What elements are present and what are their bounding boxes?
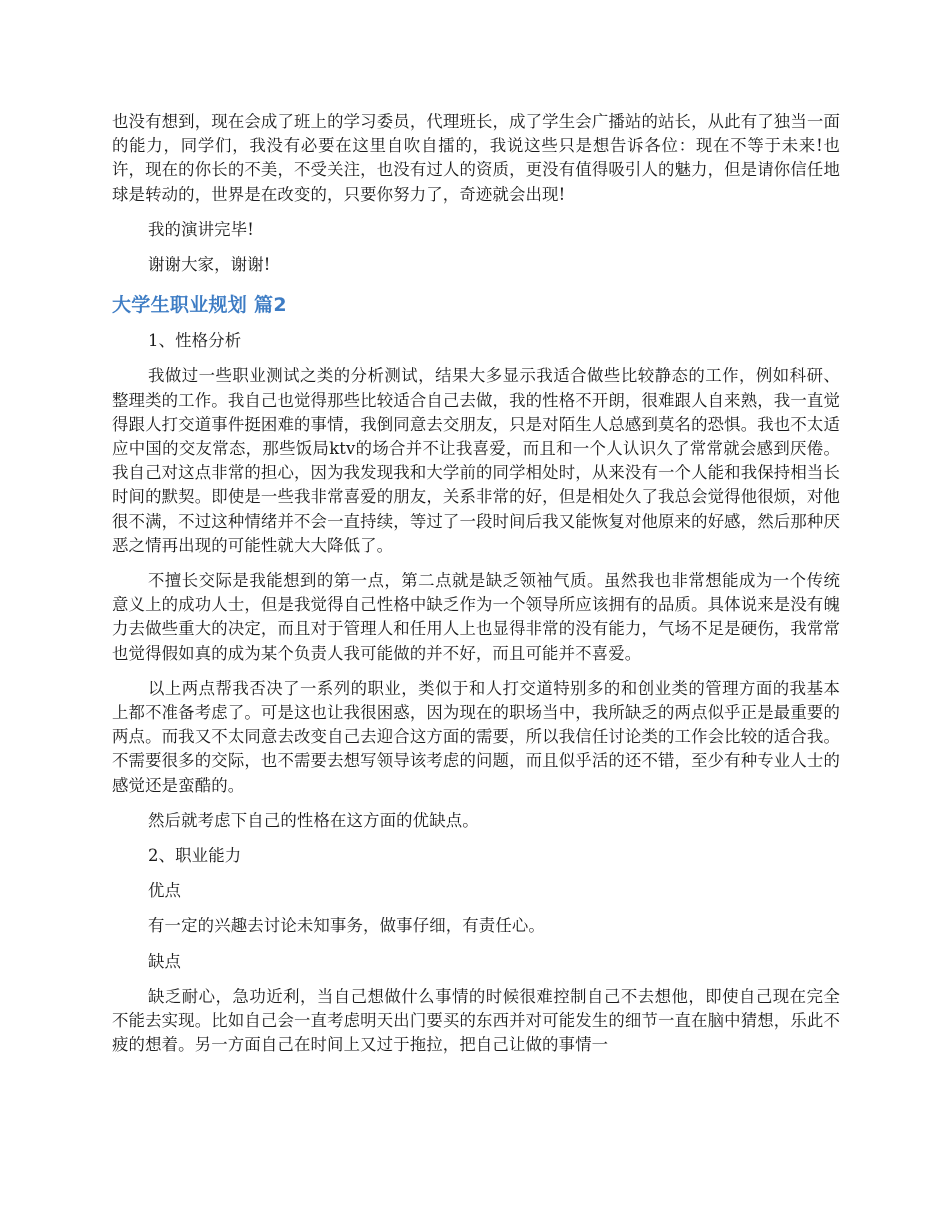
paragraph-personality-tests: 我做过一些职业测试之类的分析测试，结果大多显示我适合做些比较静态的工作，例如科研、整理类的工作。我自己也觉得那些比较适合自己去做，我的性格不开朗，很难跟人自来熟，我一直觉得跟人打交道事件挺困难的事情，我倒同意去交朋友，只是对陌生人总感到莫名的恐惧。我也不太适应中国的交友常态，那些饭局ktv的场合并不让我喜爱，而且和一个人认识久了常常就会感到厌倦。我自己对这点非常的担心，因为我发现我和大学前的同学相处时，从来没有一个人能和我保持相当长时间的默契。即使是一些我非常喜爱的朋友，关系非常的好，但是相处久了我总会觉得他很烦，对他很不满，不过这种情绪并不会一直持续，等过了一段时间后我又能恢复对他原来的好感，然后那种厌恶之情再出现的可能性就大大降低了。 bbox=[112, 366, 840, 555]
paragraph-leadership: 不擅长交际是我能想到的第一点，第二点就是缺乏领袖气质。虽然我也非常想能成为一个传统意义上的成功人士，但是我觉得自己性格中缺乏作为一个领导所应该拥有的品质。具体说来是没有魄力去做些重大的决定，而且对于管理人和任用人上也显得非常的没有能力，气场不足是硬伤，我常常也觉得假如真的成为某个负责人我可能做的并不好，而且可能并不喜爱。 bbox=[112, 571, 840, 663]
subheading-personality-analysis: 1、性格分析 bbox=[148, 331, 242, 351]
section-heading: 大学生职业规划 篇2 bbox=[112, 294, 287, 317]
closing-line-speech-end: 我的演讲完毕! bbox=[148, 219, 254, 239]
subheading-career-ability: 2、职业能力 bbox=[148, 846, 242, 866]
pros-text: 有一定的兴趣去讨论未知事务，做事仔细，有责任心。 bbox=[148, 916, 545, 936]
intro-paragraph: 也没有想到，现在会成了班上的学习委员，代理班长，成了学生会广播站的站长，从此有了独当一面的能力，同学们，我没有必要在这里自吹自擂的，我说这些只是想告诉各位：现在不等于未来!也许，现在的你长的不美，不受关注，也没有过人的资质，更没有值得吸引人的魅力，但是请你信任地球是转动的，世界是在改变的，只要你努力了，奇迹就会出现! bbox=[112, 112, 840, 204]
document-page bbox=[112, 110, 840, 1069]
paragraph-career-choice: 以上两点帮我否决了一系列的职业，类似于和人打交道特别多的和创业类的管理方面的我基本上都不准备考虑了。可是这也让我很困惑，因为现在的职场当中，我所缺乏的两点似乎正是最重要的两点。而我又不太同意去改变自己去迎合这方面的需要，所以我信任讨论类的工作会比较的适合我。不需要很多的交际，也不需要去想写领导该考虑的问题，而且似乎活的还不错，至少有种专业人士的感觉还是蛮酷的。 bbox=[112, 678, 840, 795]
cons-text: 缺乏耐心，急功近利，当自己想做什么事情的时候很难控制自己不去想他，即使自己现在完全不能去实现。比如自己会一直考虑明天出门要买的东西并对可能发生的细节一直在脑中猜想，乐此不疲的想着。另一方面自己在时间上又过于拖拉，把自己让做的事情一 bbox=[112, 986, 840, 1055]
label-cons: 缺点 bbox=[148, 951, 182, 971]
paragraph-pros-cons-intro: 然后就考虑下自己的性格在这方面的优缺点。 bbox=[148, 810, 479, 830]
closing-line-thanks: 谢谢大家，谢谢! bbox=[148, 255, 271, 275]
label-pros: 优点 bbox=[148, 881, 182, 901]
